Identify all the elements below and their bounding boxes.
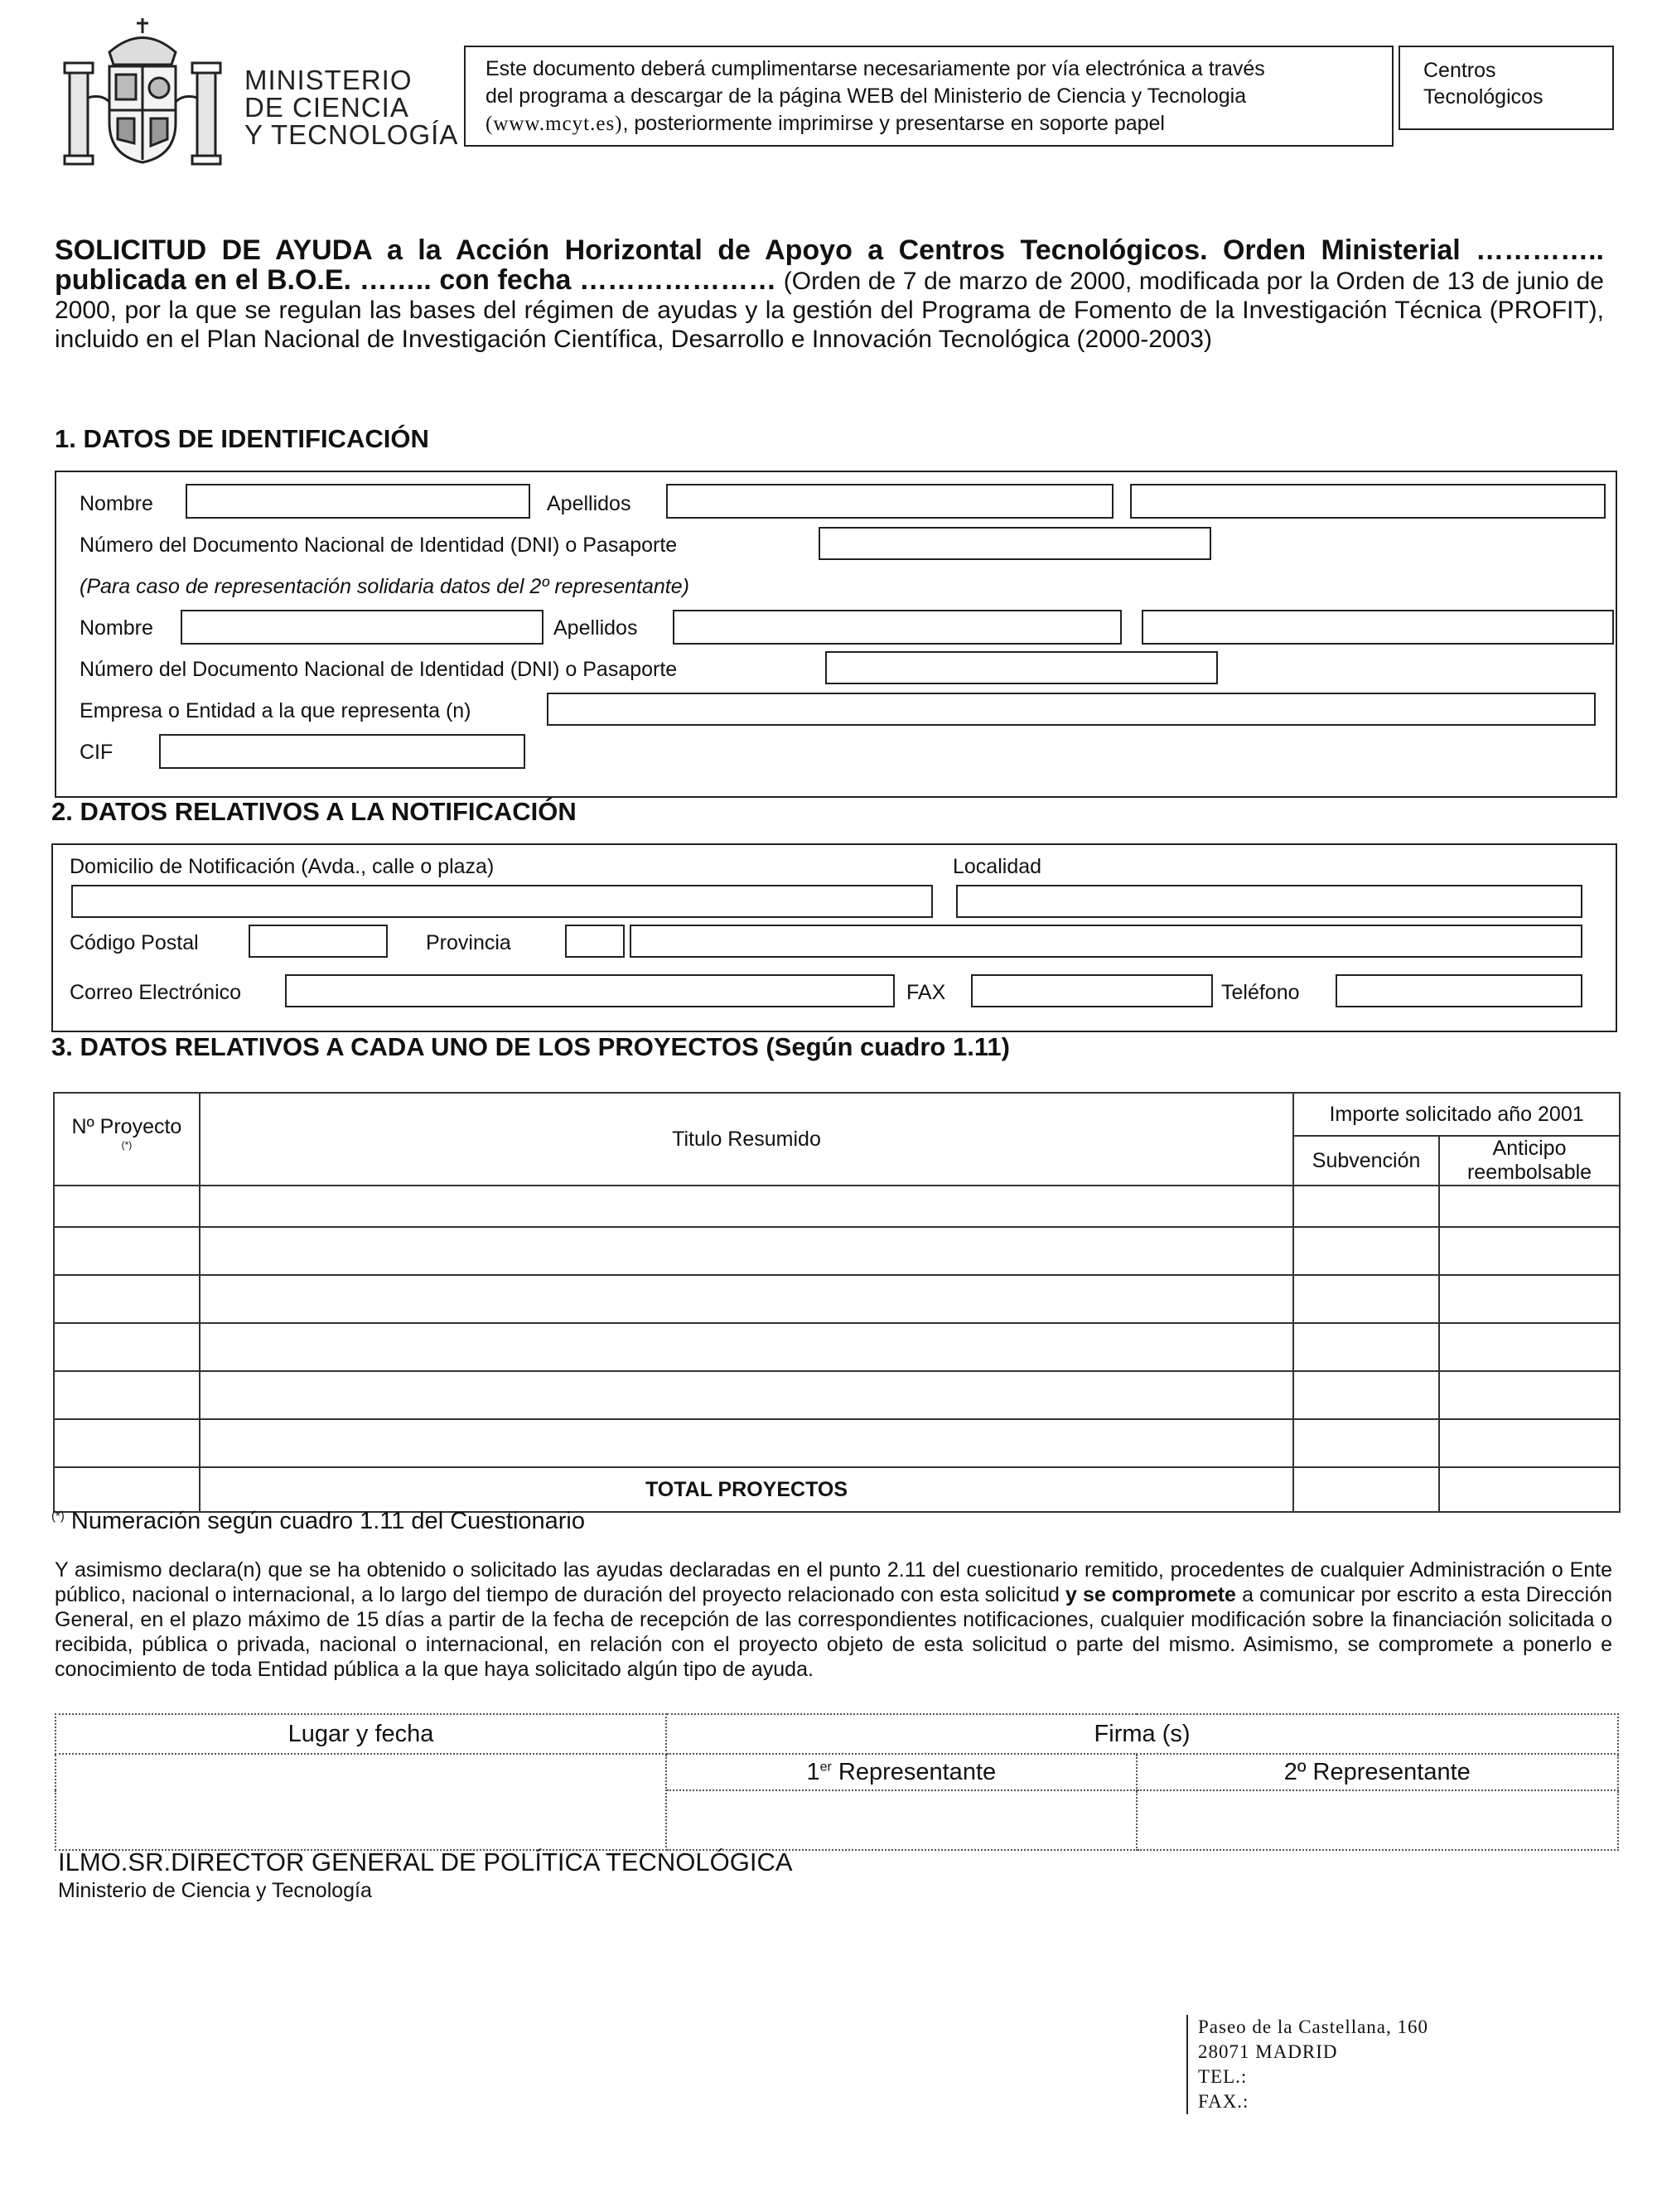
lugar-fecha-field[interactable] [56,1754,666,1850]
cell-input[interactable] [54,1275,200,1323]
cell-input[interactable] [200,1419,1293,1467]
col-header-subvencion: Subvención [1293,1136,1439,1186]
footnote-text: Numeración según cuadro 1.11 del Cuestionario [64,1508,586,1534]
rep2-label: 2º Representante [1137,1754,1618,1790]
cell-input[interactable] [1293,1419,1439,1467]
form-title [55,236,1604,354]
codigo-postal-label: Código Postal [70,931,199,954]
col-header-project-number: Nº Proyecto (*) [54,1093,200,1186]
provincia-label: Provincia [426,931,511,954]
notice-line-3: , posteriormente imprimirse y presentarse en soporte papel [622,112,1165,135]
table-row [54,1227,1620,1275]
total-row [54,1467,1620,1512]
electronic-submission-notice [464,46,1394,147]
declaration-text: Y asimismo declara(n) que se ha obtenido o solicitado las ayudas declaradas en el punto 2.11 del cuestionario remitido, procedentes de cualquier Administración o Ente público, nacional o internacional, a lo largo del tiempo de duración del proyecto relacionado con esta solicitud y se compromete a comunicar por escrito a esta Dirección General, en el plazo máximo de 15 días a partir de la fecha de recepción de las correspondientes notificaciones, cualquier modificación sobre la financiación solicitada o recibida, pública o privada, nacional o internacional, en relación con el proyecto objeto de esta solicitud o parte del mismo. Asimismo, se compromete a ponerlo e conocimiento de toda Entidad pública a la que haya solicitado algún tipo de ayuda. [55,1558,1612,1681]
rep2-signature-field[interactable] [1137,1790,1618,1850]
cell-input[interactable] [54,1227,200,1275]
empresa-field[interactable] [547,693,1596,726]
cell-input[interactable] [54,1371,200,1419]
codigo-postal-field[interactable] [249,925,388,958]
provincia-field[interactable] [630,925,1582,958]
rep1-signature-field[interactable] [666,1790,1136,1850]
footnote-mark: (*) [51,1509,65,1524]
ministry-line-2: DE CIENCIA [244,92,409,123]
notice-line-1: Este documento deberá cumplimentarse necesariamente por vía electrónica a través [486,57,1265,80]
section-1-heading: 1. DATOS DE IDENTIFICACIÓN [55,424,429,453]
cell-input[interactable] [54,1323,200,1371]
dni-2-label: Número del Documento Nacional de Identidad (DNI) o Pasaporte [80,658,678,681]
category-line-1: Centros [1423,59,1496,82]
cell-input[interactable] [200,1323,1293,1371]
cell-input[interactable] [1293,1323,1439,1371]
form-title-bold: SOLICITUD DE AYUDA a la Acción Horizontal de Apoyo a Centros Tecnológicos. Orden Ministerial ………….. publicada en el B.O.E. …….. con fecha ………………… [55,234,1604,296]
cell-input[interactable] [1439,1371,1620,1419]
cell-input[interactable] [1439,1323,1620,1371]
rep1-label: 1er Representante [666,1754,1136,1790]
domicilio-field[interactable] [71,885,933,918]
apellido-2-1-field[interactable] [673,610,1122,645]
cell-input[interactable] [200,1227,1293,1275]
cell-input[interactable] [1439,1275,1620,1323]
cell-input[interactable] [54,1186,200,1227]
table-row [54,1275,1620,1323]
projects-table [53,1092,1621,1513]
category-line-2: Tecnológicos [1423,85,1543,109]
cell-input[interactable] [200,1275,1293,1323]
cell-input[interactable] [200,1371,1293,1419]
total-anticipo-field[interactable] [1439,1467,1620,1512]
cell-input[interactable] [1293,1186,1439,1227]
ministry-name [244,66,458,148]
table-row [54,1419,1620,1467]
table-footnote [51,1508,585,1535]
address-fax: FAX.: [1198,2091,1249,2112]
section-3-heading: 3. DATOS RELATIVOS A CADA UNO DE LOS PROYECTOS (Según cuadro 1.11) [51,1032,1010,1061]
nombre-label: Nombre [80,492,153,515]
fax-label: FAX [906,981,946,1004]
nombre-2-field[interactable] [181,610,543,645]
address-block [1186,2015,1428,2114]
section-2-heading: 2. DATOS RELATIVOS A LA NOTIFICACIÓN [51,797,577,826]
fax-field[interactable] [971,974,1213,1007]
apellido-1-field[interactable] [666,484,1114,519]
address-line-1: Paseo de la Castellana, 160 [1198,2016,1429,2037]
recipient-title: ILMO.SR.DIRECTOR GENERAL DE POLÍTICA TECNOLÓGICA [58,1847,793,1876]
dni-field[interactable] [819,527,1211,560]
correo-field[interactable] [285,974,895,1007]
recipient-ministry: Ministerio de Ciencia y Tecnología [58,1879,372,1902]
category-box [1399,46,1614,130]
domicilio-label: Domicilio de Notificación (Avda., calle o plaza) [70,855,495,878]
telefono-field[interactable] [1336,974,1582,1007]
lugar-fecha-label: Lugar y fecha [56,1714,666,1754]
cell-input[interactable] [54,1419,200,1467]
cell-input[interactable] [54,1467,200,1512]
ministry-line-3: Y TECNOLOGÍA [244,119,459,150]
apellidos-label: Apellidos [547,492,631,515]
notice-line-2: del programa a descargar de la página WEB del Ministerio de Ciencia y Tecnologia [486,85,1247,108]
cif-field[interactable] [159,734,525,769]
telefono-label: Teléfono [1221,981,1300,1004]
address-tel: TEL.: [1198,2066,1248,2087]
cell-input[interactable] [1439,1419,1620,1467]
project-number-mark: (*) [121,1139,133,1151]
localidad-field[interactable] [956,885,1582,918]
apellidos-2-label: Apellidos [553,616,638,640]
empresa-label: Empresa o Entidad a la que representa (n) [80,699,471,722]
nombre-field[interactable] [186,484,530,519]
col-header-anticipo: Anticipo reembolsable [1439,1136,1620,1186]
nombre-2-label: Nombre [80,616,153,640]
declaration-bold: y se compromete [1059,1583,1236,1606]
table-row [54,1323,1620,1371]
address-line-2: 28071 MADRID [1198,2041,1338,2062]
dni-2-field[interactable] [825,651,1218,684]
cell-input[interactable] [1293,1275,1439,1323]
table-row [54,1186,1620,1227]
apellido-2-2-field[interactable] [1142,610,1614,645]
firma-label: Firma (s) [666,1714,1618,1754]
dni-label: Número del Documento Nacional de Identidad (DNI) o Pasaporte [80,534,678,557]
section-1-box [55,471,1617,798]
correo-label: Correo Electrónico [70,981,242,1004]
total-projects-label: TOTAL PROYECTOS [200,1467,1293,1512]
cell-input[interactable] [1439,1227,1620,1275]
cell-input[interactable] [1439,1186,1620,1227]
second-representative-note: (Para caso de representación solidaria datos del 2º representante) [80,575,689,598]
notice-url-link[interactable]: (www.mcyt.es) [486,113,623,135]
col-header-title: Titulo Resumido [200,1093,1293,1186]
coat-of-arms-logo [51,15,234,172]
form-title-description: (Orden de 7 de marzo de 2000, modificada por la Orden de 13 de junio de 2000, por la que se regulan las bases del régimen de ayudas y la gestión del Programa de Fomento de la Investigación Técnica (PROFIT), incluido en el Plan Nacional de Investigación Científica, Desarrollo e Innovación Tecnológica (2000-2003) [55,268,1604,353]
signature-table [55,1713,1619,1851]
cell-input[interactable] [1293,1371,1439,1419]
table-row [54,1371,1620,1419]
apellido-2-field[interactable] [1130,484,1606,519]
ministry-line-1: MINISTERIO [244,65,413,95]
col-header-importe: Importe solicitado año 2001 [1293,1093,1620,1136]
section-2-box [51,843,1617,1032]
total-subvencion-field[interactable] [1293,1467,1439,1512]
cif-label: CIF [80,741,114,764]
localidad-label: Localidad [953,855,1042,878]
cell-input[interactable] [1293,1227,1439,1275]
provincia-code-field[interactable] [565,925,625,958]
cell-input[interactable] [200,1186,1293,1227]
